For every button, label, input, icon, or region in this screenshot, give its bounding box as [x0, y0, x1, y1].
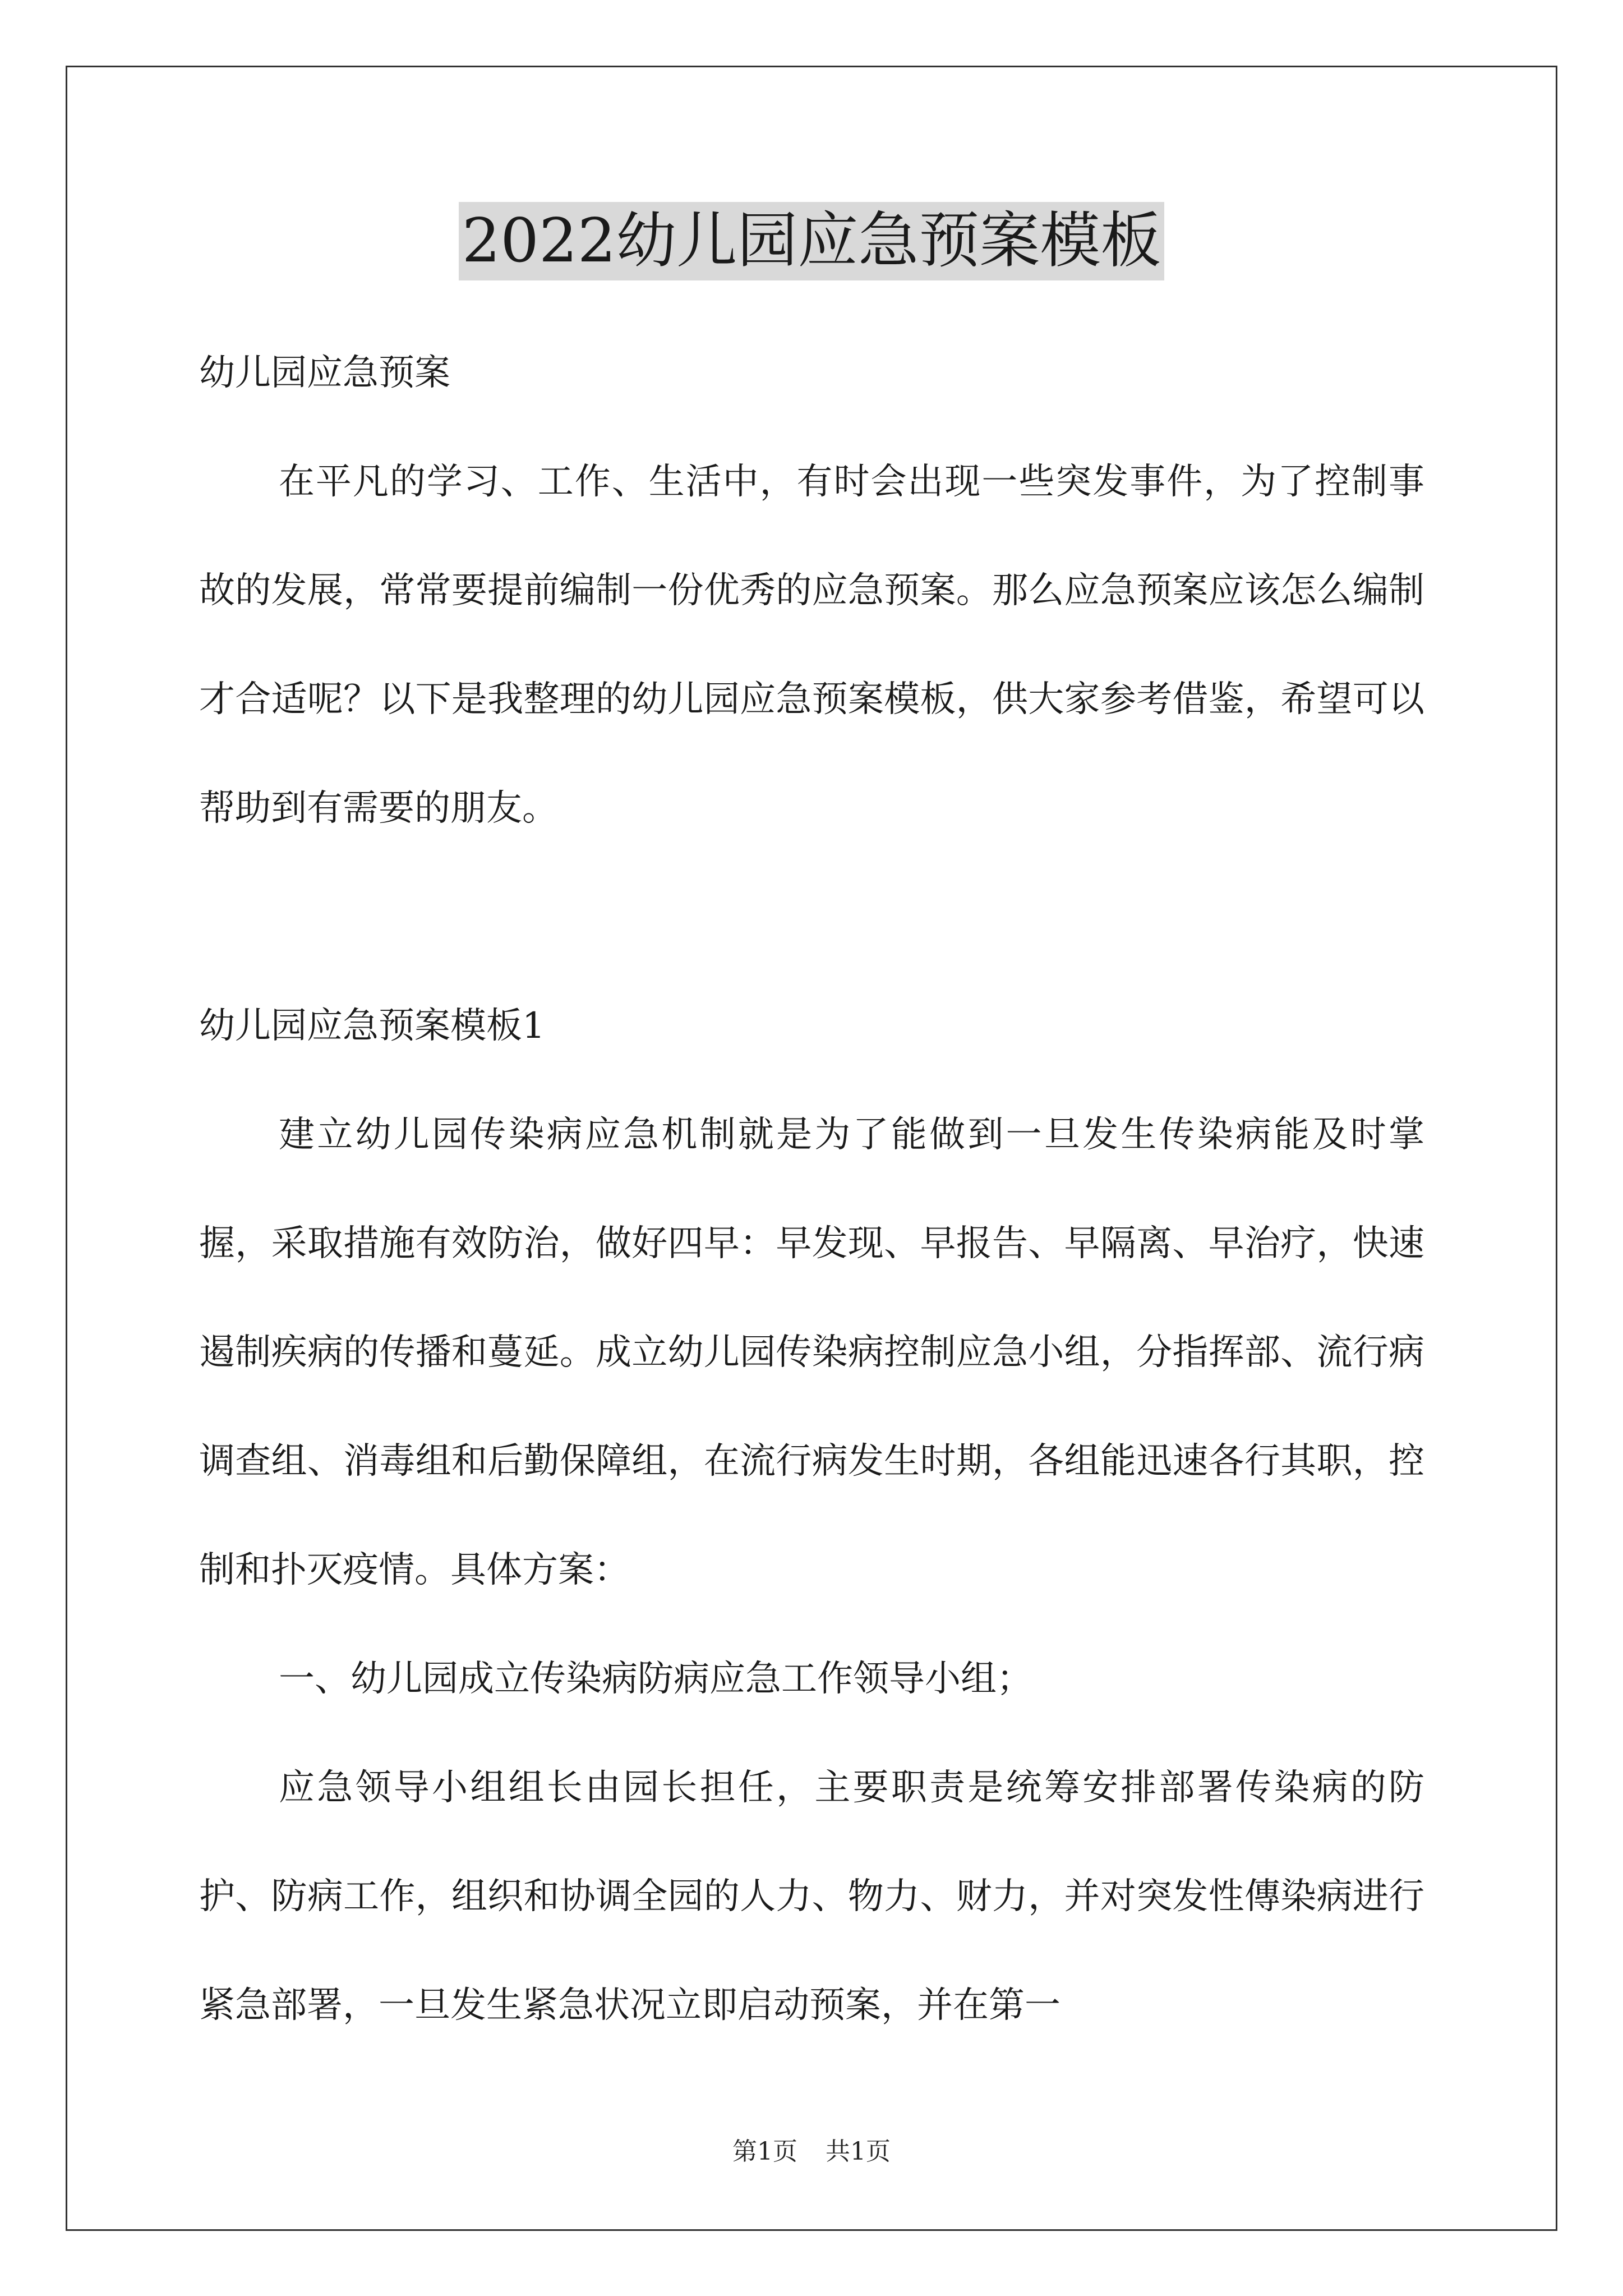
- page-footer: [0, 2135, 1623, 2169]
- body-paragraph: 应急领导小组组长由园长担任，主要职责是统筹安排部署传染病的防护、防病工作，组织和协调全园的人力、物力、财力，并对突发性傳染病进行紧急部署，一旦发生紧急状况立即启动预案，并在第一: [199, 1767, 1424, 2026]
- body-paragraph: 一、幼儿园成立传染病防病应急工作领导小组；: [279, 1658, 1032, 1700]
- page-number: 第1页: [732, 2137, 797, 2166]
- section-heading: 幼儿园应急预案: [199, 352, 450, 394]
- paragraph-gap: [199, 863, 1424, 972]
- document-body: [199, 319, 1424, 2060]
- title-container: [0, 202, 1623, 280]
- document-title: 2022幼儿园应急预案模板: [459, 202, 1165, 280]
- body-paragraph: 建立幼儿园传染病应急机制就是为了能做到一旦发生传染病能及时掌握，采取措施有效防治，做好四早：早发现、早报告、早隔离、早治疗，快速遏制疾病的传播和蔓延。成立幼儿园传染病控制应急小组，分指挥部、流行病调查组、消毒组和后勤保障组，在流行病发生时期，各组能迅速各行其职，控制和扑灭疫情。具体方案：: [199, 1114, 1424, 1591]
- section-heading: 幼儿园应急预案模板1: [199, 1005, 545, 1047]
- page-total: 共1页: [826, 2137, 891, 2166]
- intro-paragraph: 在平凡的学习、工作、生活中，有时会出现一些突发事件，为了控制事故的发展，常常要提前编制一份优秀的应急预案。那么应急预案应该怎么编制才合适呢？以下是我整理的幼儿园应急预案模板，供大家参考借鉴，希望可以帮助到有需要的朋友。: [199, 461, 1424, 829]
